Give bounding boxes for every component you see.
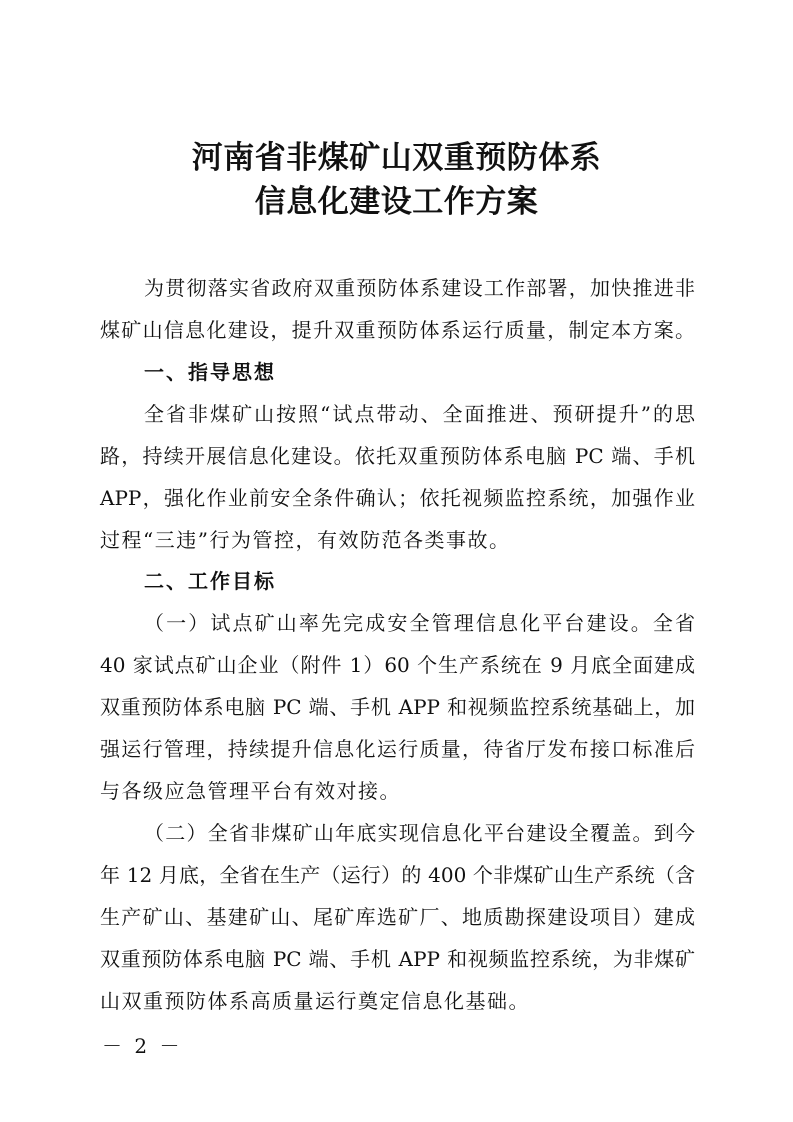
body-paragraph-line: 全省非煤矿山按照“试点带动、全面推进、预研提升”的思 <box>144 402 695 426</box>
body-paragraph-line: 路，持续开展信息化建设。依托双重预防体系电脑 PC 端、手机 <box>100 444 695 468</box>
body-paragraph-line: 强运行管理，持续提升信息化运行质量，待省厅发布接口标准后 <box>100 737 695 761</box>
body-paragraph-line: 双重预防体系电脑 PC 端、手机 APP 和视频监控系统基础上，加 <box>100 695 695 719</box>
page-number: － 2 － <box>102 1034 183 1058</box>
document-title-line-1: 河南省非煤矿山双重预防体系 <box>191 140 602 176</box>
body-paragraph-line: （二）全省非煤矿山年底实现信息化平台建设全覆盖。到今 <box>144 821 695 845</box>
section-heading-guiding-ideology: 一、指导思想 <box>144 360 276 384</box>
document-title-line-2: 信息化建设工作方案 <box>254 184 539 220</box>
intro-paragraph-line: 煤矿山信息化建设，提升双重预防体系运行质量，制定本方案。 <box>100 318 695 342</box>
body-paragraph-line: 与各级应急管理平台有效对接。 <box>100 779 401 803</box>
body-paragraph-line: （一）试点矿山率先完成安全管理信息化平台建设。全省 <box>144 611 695 635</box>
body-paragraph-line: 双重预防体系电脑 PC 端、手机 APP 和视频监控系统，为非煤矿 <box>100 947 695 971</box>
section-heading-work-goals: 二、工作目标 <box>144 569 276 593</box>
body-paragraph-line: APP，强化作业前安全条件确认；依托视频监控系统，加强作业 <box>100 486 695 510</box>
intro-paragraph-line: 为贯彻落实省政府双重预防体系建设工作部署，加快推进非 <box>144 276 695 300</box>
body-paragraph-line: 过程“三违”行为管控，有效防范各类事故。 <box>100 528 511 552</box>
body-paragraph-line: 生产矿山、基建矿山、尾矿库选矿厂、地质勘探建设项目）建成 <box>100 905 695 929</box>
body-paragraph-line: 年 12 月底，全省在生产（运行）的 400 个非煤矿山生产系统（含 <box>100 863 695 887</box>
body-paragraph-line: 山双重预防体系高质量运行奠定信息化基础。 <box>100 989 530 1013</box>
body-paragraph-line: 40 家试点矿山企业（附件 1）60 个生产系统在 9 月底全面建成 <box>100 653 695 677</box>
